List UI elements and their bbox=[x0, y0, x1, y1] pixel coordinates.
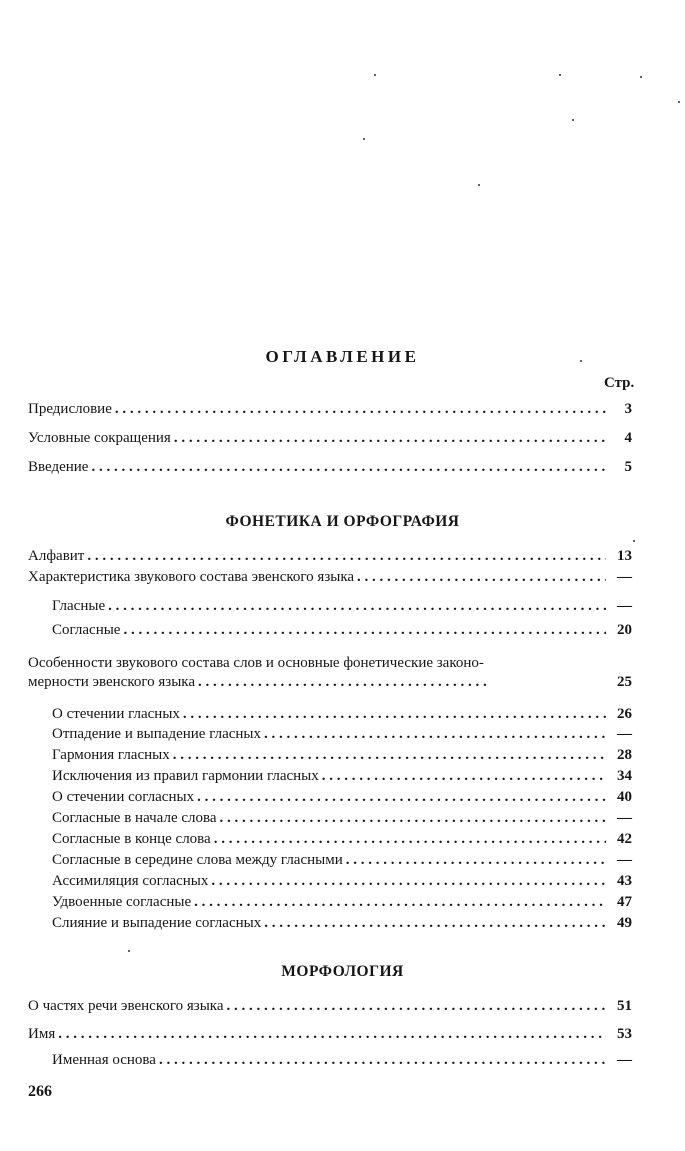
toc-entry-page: — bbox=[617, 726, 632, 742]
page-column-label: Стр. bbox=[604, 375, 635, 391]
dot-leader bbox=[173, 745, 606, 765]
toc-subentry bbox=[52, 850, 632, 870]
dot-leader bbox=[197, 787, 606, 807]
dot-leader bbox=[211, 871, 606, 891]
toc-entry-page: 3 bbox=[624, 401, 632, 417]
toc-subentry bbox=[52, 892, 632, 912]
toc-entry-page: 42 bbox=[617, 831, 632, 847]
toc-entry-page: — bbox=[617, 810, 632, 826]
toc-subentry bbox=[52, 808, 632, 828]
toc-subentry bbox=[52, 829, 632, 849]
toc-entry bbox=[28, 428, 632, 448]
toc-entry bbox=[52, 1050, 632, 1070]
toc-entry-label-line2: мерности эвенского языка bbox=[28, 674, 195, 690]
page-number: 266 bbox=[28, 1083, 52, 1100]
toc-entry-page: 28 bbox=[617, 747, 632, 763]
toc-entry-label: Согласные в конце слова bbox=[52, 831, 211, 847]
toc-entry-label: Имя bbox=[28, 1026, 56, 1042]
toc-entry-multiline bbox=[28, 654, 632, 692]
toc-entry-page: — bbox=[617, 569, 632, 585]
toc-entry bbox=[28, 399, 632, 419]
toc-entry-label: Удвоенные согласные bbox=[52, 894, 192, 910]
toc-entry-page: — bbox=[617, 1052, 632, 1068]
toc-subentry bbox=[52, 871, 632, 891]
toc-entry-label: Характеристика звукового состава эвенского языка bbox=[28, 569, 355, 585]
dot-leader bbox=[357, 567, 606, 587]
toc-entry-label: Именная основа bbox=[52, 1052, 156, 1068]
toc-subentry bbox=[52, 787, 632, 807]
toc-entry bbox=[28, 1024, 632, 1044]
toc-entry-label: Слияние и выпадение согласных bbox=[52, 915, 262, 931]
dot-leader bbox=[227, 996, 606, 1016]
toc-entry-label: Предисловие bbox=[28, 401, 112, 417]
dot-leader bbox=[322, 766, 606, 786]
dot-leader bbox=[194, 892, 606, 912]
toc-entry-page: 53 bbox=[617, 1026, 632, 1042]
dot-leader bbox=[198, 673, 606, 692]
toc-subentry bbox=[52, 745, 632, 765]
toc-entry-label: О стечении гласных bbox=[52, 706, 180, 722]
toc-entry-page: 34 bbox=[617, 768, 632, 784]
toc-entry-page: 26 bbox=[617, 706, 632, 722]
toc-entry-label: Согласные bbox=[52, 622, 121, 638]
toc-entry bbox=[52, 620, 632, 640]
dot-leader bbox=[220, 808, 606, 828]
toc-entry-label: Согласные в начале слова bbox=[52, 810, 217, 826]
toc-entry bbox=[28, 546, 632, 566]
toc-entry-label: О частях речи эвенского языка bbox=[28, 998, 224, 1014]
toc-entry-label: Исключения из правил гармонии гласных bbox=[52, 768, 319, 784]
toc-entry-label: Гласные bbox=[52, 598, 106, 614]
toc-subentry bbox=[52, 913, 632, 933]
toc-entry-page: — bbox=[617, 598, 632, 614]
toc-entry-page: 47 bbox=[617, 894, 632, 910]
toc-title: ОГЛАВЛЕНИЕ bbox=[265, 347, 420, 366]
dot-leader bbox=[87, 546, 606, 566]
dot-leader bbox=[346, 850, 606, 870]
dot-leader bbox=[108, 596, 606, 616]
dot-leader bbox=[123, 620, 606, 640]
toc-entry-label: Гармония гласных bbox=[52, 747, 170, 763]
toc-entry-page: 51 bbox=[617, 998, 632, 1014]
toc-subentry bbox=[52, 766, 632, 786]
toc-entry-page: 20 bbox=[617, 622, 632, 638]
toc-entry-label: Отпадение и выпадение гласных bbox=[52, 726, 261, 742]
dot-leader bbox=[58, 1024, 606, 1044]
dot-leader bbox=[214, 829, 606, 849]
dot-leader bbox=[183, 704, 606, 724]
dot-leader bbox=[264, 913, 606, 933]
dot-leader bbox=[174, 428, 606, 448]
dot-leader bbox=[115, 399, 606, 419]
toc-entry-label: Алфавит bbox=[28, 548, 85, 564]
toc-entry bbox=[28, 567, 632, 587]
toc-entry-page: 43 bbox=[617, 873, 632, 889]
toc-entry-label: О стечении согласных bbox=[52, 789, 195, 805]
toc-entry-page: 49 bbox=[617, 915, 632, 931]
toc-subentry bbox=[52, 724, 632, 744]
toc-entry-label: Условные сокращения bbox=[28, 430, 171, 446]
toc-entry-label-line1: Особенности звукового состава слов и основные фонетические законо- bbox=[28, 655, 484, 671]
dot-leader bbox=[264, 724, 606, 744]
toc-entry-page: 4 bbox=[624, 430, 632, 446]
toc-entry bbox=[28, 996, 632, 1016]
toc-entry-label: Согласные в середине слова между гласными bbox=[52, 852, 343, 868]
toc-entry-page: 13 bbox=[617, 548, 632, 564]
dot-leader bbox=[91, 457, 606, 477]
toc-entry-label: Ассимиляция согласных bbox=[52, 873, 209, 889]
section-heading-morphology: МОРФОЛОГИЯ bbox=[281, 963, 404, 980]
toc-subentry bbox=[52, 704, 632, 724]
toc-entry-page: 5 bbox=[624, 459, 632, 475]
toc-entry-page: 25 bbox=[617, 674, 632, 690]
toc-entry bbox=[52, 596, 632, 616]
toc-entry bbox=[28, 457, 632, 477]
toc-entry-label: Введение bbox=[28, 459, 89, 475]
toc-entry-page: — bbox=[617, 852, 632, 868]
section-heading-phonetics: ФОНЕТИКА И ОРФОГРАФИЯ bbox=[225, 513, 460, 530]
dot-leader bbox=[159, 1050, 606, 1070]
toc-entry-page: 40 bbox=[617, 789, 632, 805]
